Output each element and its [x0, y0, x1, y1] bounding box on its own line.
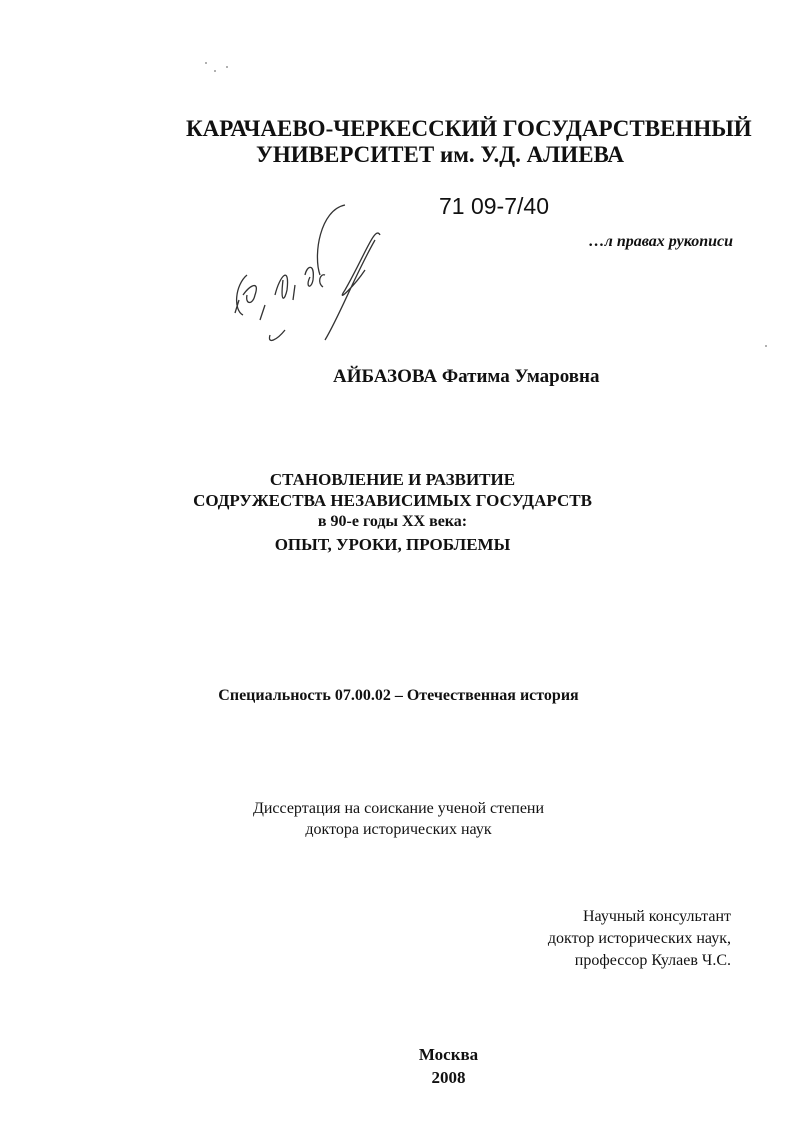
dissertation-line1: Диссертация на соискание ученой степени: [252, 800, 545, 817]
dissertation-line2: доктора исторических наук: [305, 821, 492, 838]
city: Москва: [418, 1045, 479, 1064]
university-name-line2: УНИВЕРСИТЕТ им. У.Д. АЛИЕВА: [256, 142, 625, 167]
university-name-line1: КАРАЧАЕВО-ЧЕРКЕССКИЙ ГОСУДАРСТВЕННЫЙ: [186, 116, 752, 141]
thesis-title-line2: СОДРУЖЕСТВА НЕЗАВИСИМЫХ ГОСУДАРСТВ: [193, 491, 592, 510]
thesis-title-line1: СТАНОВЛЕНИЕ И РАЗВИТИЕ: [269, 470, 516, 489]
specialty: Специальность 07.00.02 – Отечественная история: [218, 687, 579, 704]
thesis-title-line4: ОПЫТ, УРОКИ, ПРОБЛЕМЫ: [274, 535, 511, 554]
advisor-line3: профессор Кулаев Ч.С.: [574, 952, 731, 969]
manuscript-note: …л правах рукописи: [588, 233, 733, 250]
scan-speck: [205, 62, 207, 64]
scan-speck: [214, 70, 216, 72]
handwritten-signature: [225, 195, 400, 360]
year: 2008: [431, 1068, 466, 1087]
scan-speck: [765, 345, 767, 347]
scan-speck: [226, 66, 228, 68]
thesis-title-line3: в 90-е годы XX века:: [317, 513, 468, 530]
advisor-line2: доктор исторических наук,: [547, 930, 731, 947]
catalog-number: 71 09-7/40: [439, 193, 549, 219]
author-name: АЙБАЗОВА Фатима Умаровна: [333, 366, 600, 387]
advisor-line1: Научный консультант: [583, 908, 731, 925]
